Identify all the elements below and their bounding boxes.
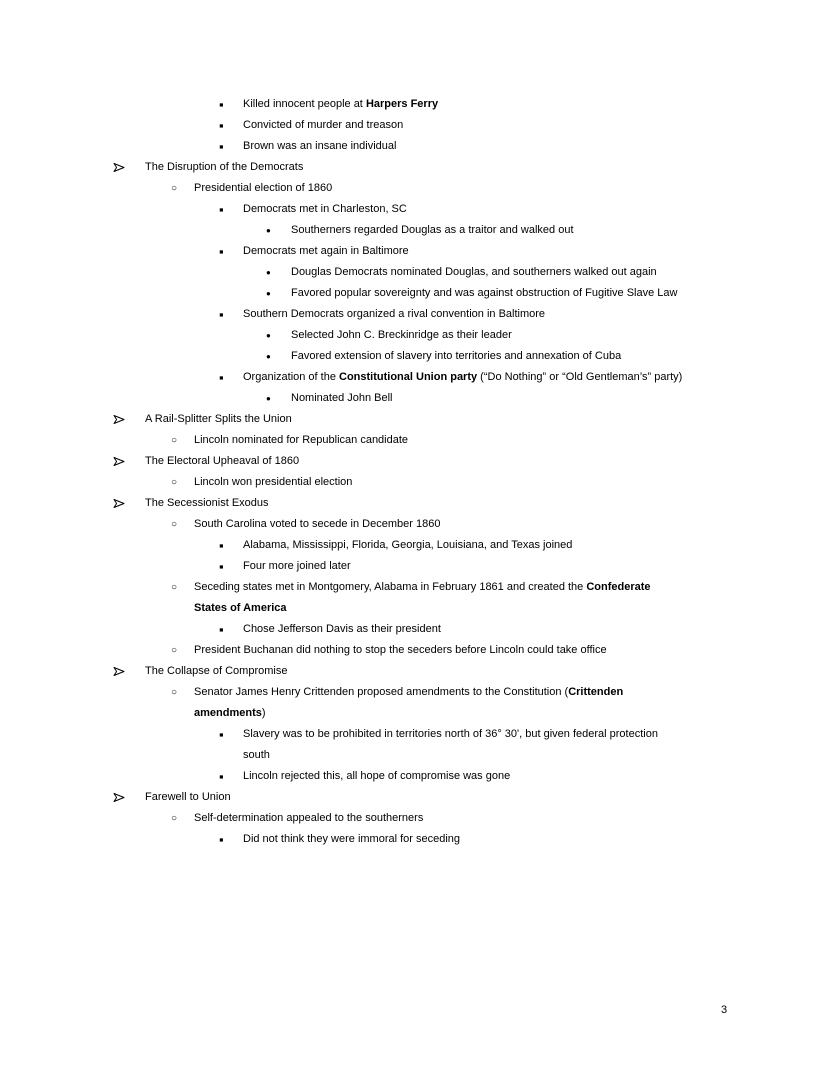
circle-bullet-icon: ○ xyxy=(171,477,178,488)
text-run: The Secessionist Exodus xyxy=(145,497,269,509)
text-run: Lincoln nominated for Republican candidate xyxy=(194,434,409,446)
outline-item xyxy=(0,535,828,556)
text-run: Favored popular sovereignty and was against obstruction of Fugitive Slave Law xyxy=(291,287,678,299)
text-run: Selected John C. Breckinridge as their leader xyxy=(291,329,512,341)
arrow-bullet-icon xyxy=(113,498,125,509)
outline-item xyxy=(0,640,828,661)
text-run: Democrats met again in Baltimore xyxy=(243,245,409,257)
text-run: Senator James Henry Crittenden proposed amendments to the Constitution ( xyxy=(194,686,569,698)
text-run: A Rail-Splitter Splits the Union xyxy=(145,413,292,425)
arrow-bullet-icon xyxy=(113,456,125,467)
dot-bullet-icon: ● xyxy=(266,268,271,277)
outline-item xyxy=(0,808,828,829)
text-run: Favored extension of slavery into territories and annexation of Cuba xyxy=(291,350,622,362)
circle-bullet-icon: ○ xyxy=(171,435,178,446)
circle-bullet-icon: ○ xyxy=(171,183,178,194)
outline-item xyxy=(0,262,828,283)
arrow-bullet-icon xyxy=(113,162,125,173)
outline-item xyxy=(0,661,828,682)
square-bullet-icon: ▪ xyxy=(219,538,224,553)
text-run: The Collapse of Compromise xyxy=(145,665,288,677)
text-run: Lincoln won presidential election xyxy=(194,476,353,488)
outline-item xyxy=(0,346,828,367)
text-run: Lincoln rejected this, all hope of compromise was gone xyxy=(243,770,511,782)
outline-item xyxy=(0,157,828,178)
text-run: (“Do Nothing” or “Old Gentleman’s” party) xyxy=(477,371,683,383)
text-run: Four more joined later xyxy=(243,560,351,572)
outline-item xyxy=(0,115,828,136)
text-run: Douglas Democrats nominated Douglas, and southerners walked out again xyxy=(291,266,657,278)
text-run: Nominated John Bell xyxy=(291,392,393,404)
outline-item xyxy=(0,325,828,346)
outline-item xyxy=(0,514,828,535)
text-run: Self-determination appealed to the southerners xyxy=(194,812,424,824)
text-run: Harpers Ferry xyxy=(365,98,439,110)
circle-bullet-icon: ○ xyxy=(171,645,178,656)
arrow-bullet-icon xyxy=(113,666,125,677)
square-bullet-icon: ▪ xyxy=(219,769,224,784)
outline-item xyxy=(0,136,828,157)
outline-item xyxy=(0,787,828,808)
text-run: President Buchanan did nothing to stop the seceders before Lincoln could take office xyxy=(194,644,607,656)
text-run: ) xyxy=(261,707,266,719)
outline-item xyxy=(0,430,828,451)
outline-item xyxy=(0,619,828,640)
outline-item xyxy=(0,682,828,703)
text-run: Slavery was to be prohibited in territories north of 36° 30', but given federal protection xyxy=(243,728,658,740)
text-run: Constitutional Union party xyxy=(339,371,478,383)
outline-item xyxy=(0,94,828,115)
square-bullet-icon: ▪ xyxy=(219,622,224,637)
outline-item xyxy=(0,199,828,220)
text-run: Brown was an insane individual xyxy=(243,140,397,152)
square-bullet-icon: ▪ xyxy=(219,370,224,385)
square-bullet-icon: ▪ xyxy=(219,559,224,574)
arrow-bullet-icon xyxy=(113,792,125,803)
text-run: Chose Jefferson Davis as their president xyxy=(243,623,441,635)
outline-item xyxy=(0,241,828,262)
text-run: Presidential election of 1860 xyxy=(194,182,333,194)
text-run: Convicted of murder and treason xyxy=(243,119,404,131)
outline-item xyxy=(0,451,828,472)
text-run: Confederate xyxy=(586,581,651,593)
text-run: Farewell to Union xyxy=(145,791,231,803)
outline-item xyxy=(0,409,828,430)
text-run: Democrats met in Charleston, SC xyxy=(243,203,407,215)
outline-item xyxy=(0,220,828,241)
text-run: amendments xyxy=(194,707,262,719)
arrow-bullet-icon xyxy=(113,414,125,425)
dot-bullet-icon: ● xyxy=(266,226,271,235)
text-run: The Disruption of the Democrats xyxy=(145,161,304,173)
square-bullet-icon: ▪ xyxy=(219,97,224,112)
outline-line-continuation xyxy=(0,745,828,766)
outline-line-continuation xyxy=(0,703,828,724)
outline-item xyxy=(0,556,828,577)
text-run: States of America xyxy=(194,602,287,614)
square-bullet-icon: ▪ xyxy=(219,307,224,322)
outline-item xyxy=(0,304,828,325)
outline-item xyxy=(0,283,828,304)
text-run: Killed innocent people at xyxy=(243,98,366,110)
text-run: south xyxy=(243,749,270,761)
outline-line-continuation xyxy=(0,598,828,619)
circle-bullet-icon: ○ xyxy=(171,687,178,698)
text-run: The Electoral Upheaval of 1860 xyxy=(145,455,300,467)
text-run: Southern Democrats organized a rival convention in Baltimore xyxy=(243,308,546,320)
page-number: 3 xyxy=(720,1004,728,1016)
square-bullet-icon: ▪ xyxy=(219,727,224,742)
text-run: Southerners regarded Douglas as a traitor and walked out xyxy=(291,224,574,236)
text-run: Crittenden xyxy=(568,686,624,698)
dot-bullet-icon: ● xyxy=(266,352,271,361)
outline-item xyxy=(0,367,828,388)
outline-item xyxy=(0,829,828,850)
outline-item xyxy=(0,388,828,409)
text-run: South Carolina voted to secede in December 1860 xyxy=(194,518,441,530)
square-bullet-icon: ▪ xyxy=(219,832,224,847)
outline-item xyxy=(0,472,828,493)
outline-item xyxy=(0,577,828,598)
outline-item xyxy=(0,493,828,514)
dot-bullet-icon: ● xyxy=(266,289,271,298)
square-bullet-icon: ▪ xyxy=(219,118,224,133)
dot-bullet-icon: ● xyxy=(266,394,271,403)
outline-item xyxy=(0,178,828,199)
square-bullet-icon: ▪ xyxy=(219,202,224,217)
circle-bullet-icon: ○ xyxy=(171,813,178,824)
text-run: Seceding states met in Montgomery, Alabama in February 1861 and created the xyxy=(194,581,587,593)
outline-item xyxy=(0,766,828,787)
outline-list xyxy=(0,94,828,850)
square-bullet-icon: ▪ xyxy=(219,139,224,154)
text-run: Did not think they were immoral for seceding xyxy=(243,833,461,845)
square-bullet-icon: ▪ xyxy=(219,244,224,259)
text-run: Organization of the xyxy=(243,371,340,383)
outline-item xyxy=(0,724,828,745)
dot-bullet-icon: ● xyxy=(266,331,271,340)
circle-bullet-icon: ○ xyxy=(171,519,178,530)
text-run: Alabama, Mississippi, Florida, Georgia, Louisiana, and Texas joined xyxy=(243,539,573,551)
circle-bullet-icon: ○ xyxy=(171,582,178,593)
